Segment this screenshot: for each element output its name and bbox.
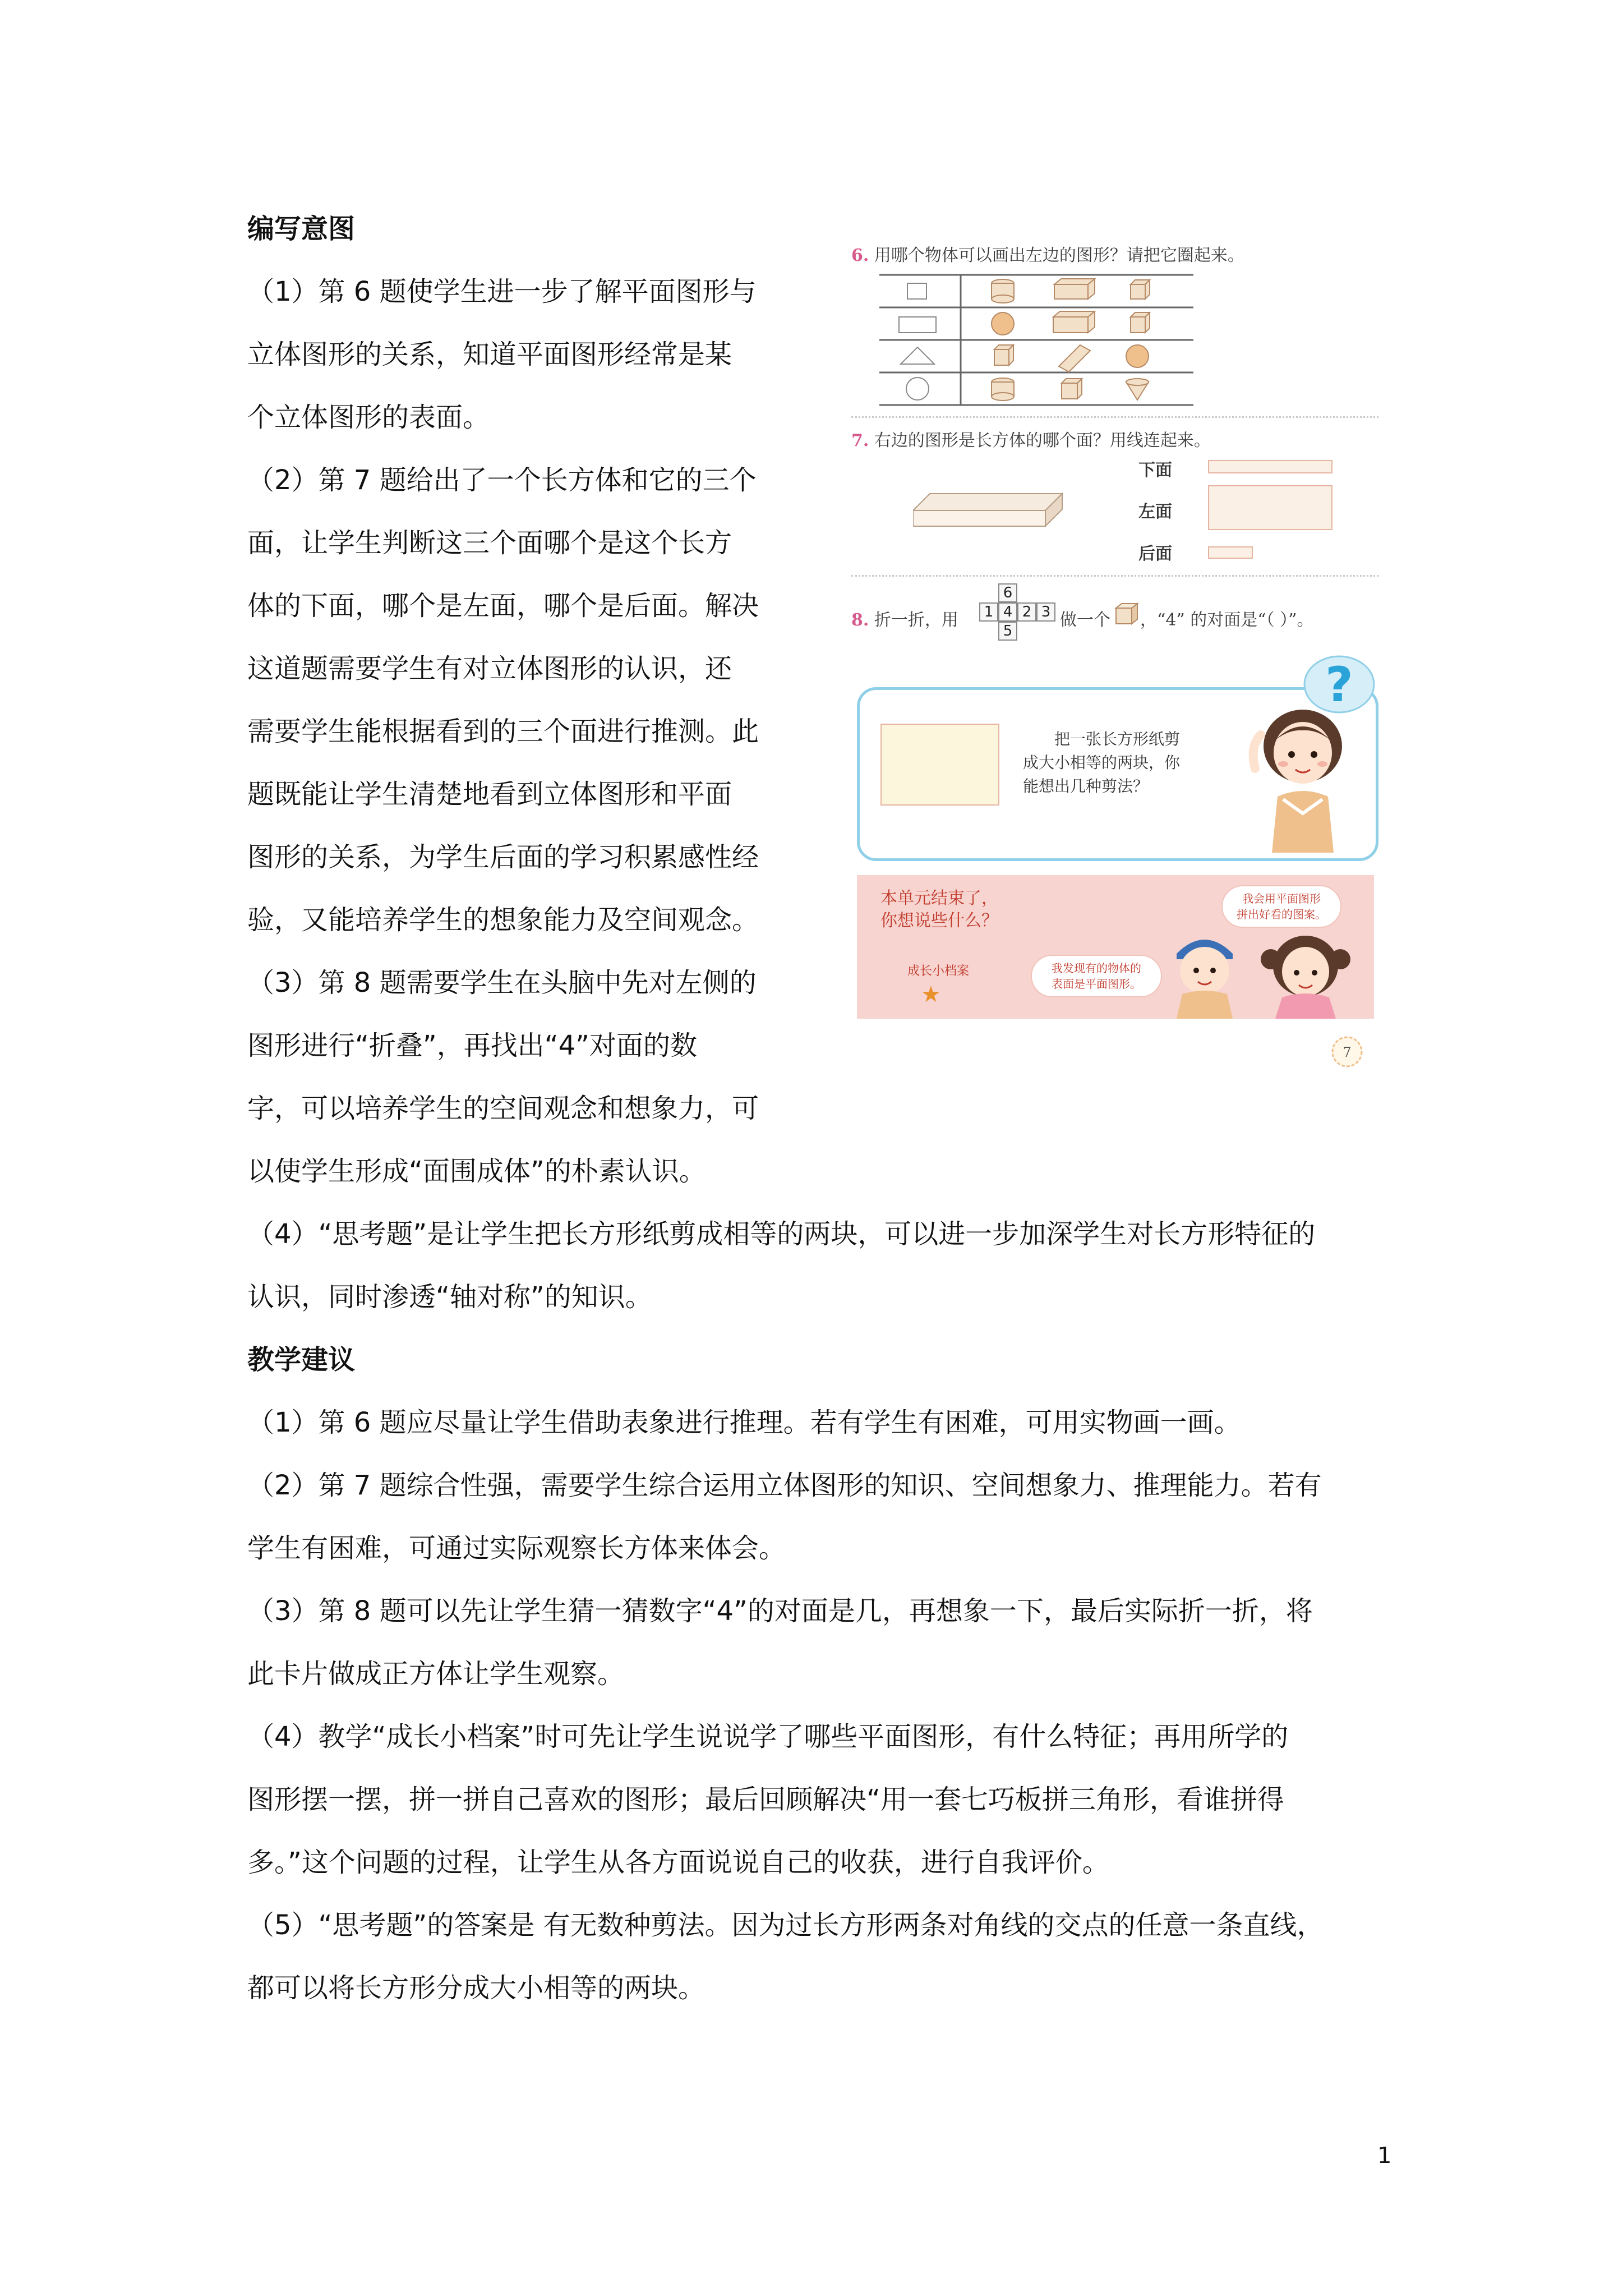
q8-number: 8. — [851, 610, 869, 630]
divider — [851, 575, 1378, 577]
q6-shapes-table — [879, 272, 1193, 407]
bubble-line: 拼出好看的图案。 — [1237, 908, 1326, 921]
net-cell: 3 — [1036, 602, 1055, 622]
cube-icon — [1114, 601, 1140, 627]
text-line: 字，可以培养学生的空间观念和想象力，可 — [247, 1093, 759, 1124]
text-line: 图形的关系，为学生后面的学习积累感性经 — [247, 841, 759, 873]
boy-illustration — [1165, 926, 1244, 1019]
bubble-line: 我会用平面图形 — [1242, 892, 1321, 905]
net-cell: 1 — [979, 602, 998, 622]
q7-number: 7. — [851, 431, 869, 450]
q8-mid: 做一个 — [1060, 610, 1110, 630]
text-line: 验，又能培养学生的想象能力及空间观念。 — [247, 904, 759, 936]
text-line: 立体图形的关系，知道平面图形经常是某 — [247, 339, 732, 370]
text-line: 题既能让学生清楚地看到立体图形和平面 — [247, 779, 732, 810]
q8-title — [851, 606, 958, 631]
speech-bubble — [1221, 885, 1341, 928]
girl-illustration — [1244, 701, 1362, 853]
summary-label: 成长小档案 — [907, 964, 970, 978]
paper-rectangle — [880, 724, 999, 806]
text-line — [247, 275, 780, 309]
text-line: （2）第 7 题给出了一个长方体和它的三个 — [247, 464, 757, 496]
q8-pre: 折一折，用 — [874, 610, 958, 630]
q6-title — [851, 241, 1244, 266]
section-heading-suggestions: 教学建议 — [247, 1344, 356, 1375]
bubble-line: 我发现有的物体的 — [1052, 961, 1141, 975]
text-line: 认识，同时渗透“轴对称”的知识。 — [247, 1281, 652, 1313]
text-line: 个立体图形的表面。 — [247, 402, 490, 433]
text-line: （2）第 7 题综合性强，需要学生综合运用立体图形的知识、空间想象力、推理能力。若有 — [247, 1470, 1322, 1501]
textbook-figure — [851, 219, 1378, 1105]
text-line: （1）第 6 题应尽量让学生借助表象进行推理。若有学生有困难，可用实物画一画。 — [247, 1407, 1241, 1438]
page-badge-number: 7 — [1343, 1045, 1352, 1060]
text-line: （5）“思考题”的答案是 有无数种剪法。因为过长方形两条对角线的交点的任意一条直线， — [247, 1910, 1324, 1941]
text-line: （3）第 8 题需要学生在头脑中先对左侧的 — [247, 967, 757, 999]
girl-illustration — [1255, 926, 1356, 1019]
face-left-rect — [1208, 485, 1332, 530]
divider — [851, 416, 1378, 418]
text-line: 此卡片做成正方体让学生观察。 — [247, 1658, 625, 1690]
think-line: 能想出几种剪法？ — [1023, 777, 1149, 795]
q8-post: ，“4” 的对面是“（ ）”。 — [1140, 610, 1314, 630]
section-heading-intent: 编写意图 — [247, 213, 356, 245]
net-cell: 4 — [998, 602, 1017, 622]
text-line: 图形摆一摆，拼一拼自己喜欢的图形；最后回顾解决“用一套七巧板拼三角形，看谁拼得 — [247, 1784, 1284, 1815]
speech-bubble — [1031, 955, 1162, 997]
star-icon: ★ — [921, 982, 941, 1007]
text-line: （4）教学“成长小档案”时可先让学生说说学了哪些平面图形，有什么特征；再用所学的 — [247, 1721, 1289, 1752]
cuboid-figure — [913, 482, 1064, 533]
q7-title — [851, 426, 1211, 451]
text-line: （4）“思考题”是让学生把长方形纸剪成相等的两块，可以进一步加深学生对长方形特征的 — [247, 1218, 1316, 1250]
text-line: 都可以将长方形分成大小相等的两块。 — [247, 1972, 706, 2004]
net-cell: 6 — [998, 583, 1017, 602]
text-line: 图形进行“折叠”，再找出“4”对面的数 — [247, 1030, 698, 1061]
text-line: （3）第 8 题可以先让学生猜一猜数字“4”的对面是几，再想象一下，最后实际折一折，将 — [247, 1595, 1313, 1627]
net-cell: 5 — [998, 622, 1017, 641]
face-label-back: 后面 — [1138, 544, 1172, 564]
page-number: 1 — [1377, 2143, 1392, 2169]
page-badge — [1330, 1035, 1364, 1069]
think-line: 成大小相等的两块，你 — [1023, 753, 1181, 772]
bubble-line: 表面是平面图形。 — [1052, 977, 1141, 991]
face-label-left: 左面 — [1138, 502, 1172, 522]
face-bottom-rect — [1208, 460, 1332, 473]
text-line-content: （1）第 6 题使学生进一步了解平面图形与 — [247, 276, 757, 307]
text-line: 这道题需要学生有对立体图形的认识，还 — [247, 653, 732, 684]
q7-text: 右边的图形是长方体的哪个面？用线连起来。 — [874, 431, 1211, 450]
summary-title-line: 你想说些什么？ — [880, 911, 998, 931]
text-line: 以使学生形成“面围成体”的朴素认识。 — [247, 1156, 706, 1187]
q6-number: 6. — [851, 246, 869, 265]
think-line: 把一张长方形纸剪 — [1054, 730, 1181, 748]
q6-text: 用哪个物体可以画出左边的图形？请把它圈起来。 — [874, 246, 1244, 265]
face-label-bottom: 下面 — [1138, 461, 1172, 480]
text-line: 需要学生能根据看到的三个面进行推测。此 — [247, 716, 759, 747]
text-line: 面，让学生判断这三个面哪个是这个长方 — [247, 527, 732, 559]
summary-title-line: 本单元结束了， — [880, 889, 998, 908]
text-line: 学生有困难，可通过实际观察长方体来体会。 — [247, 1533, 786, 1564]
text-line: 体的下面，哪个是左面，哪个是后面。解决 — [247, 590, 759, 622]
net-cell: 2 — [1017, 602, 1036, 622]
text-line: 多。”这个问题的过程，让学生从各方面说说自己的收获，进行自我评价。 — [247, 1847, 1109, 1878]
question-mark: ? — [1325, 657, 1353, 713]
face-back-rect — [1208, 546, 1253, 559]
